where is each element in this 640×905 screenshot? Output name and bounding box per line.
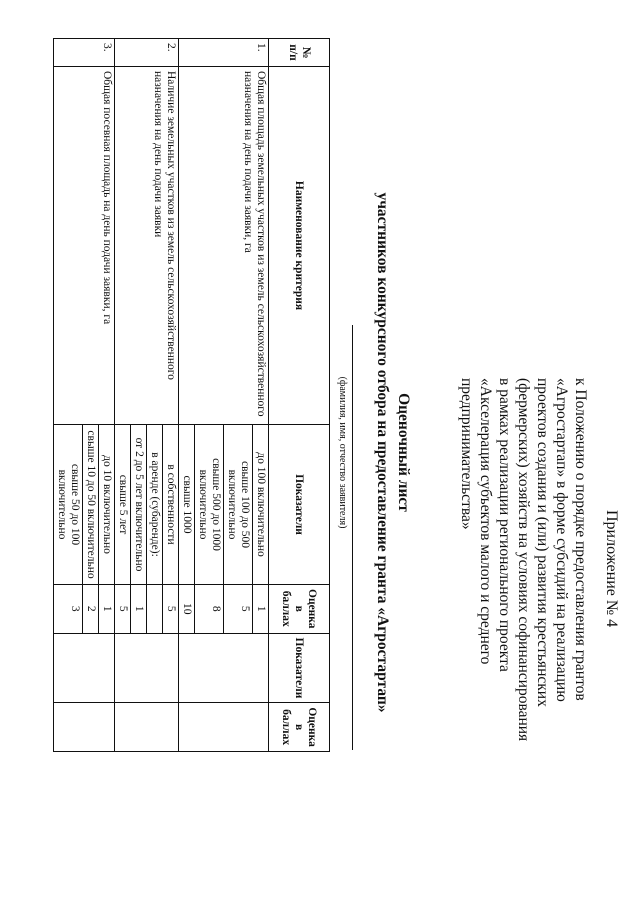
table-row (253, 39, 269, 752)
header-criterion-name: Наименование критерия (269, 67, 330, 425)
header-indicators-2: Показатели (269, 633, 330, 703)
score-blank (115, 703, 179, 752)
appendix-line: проектов создания и (или) развития крестьянских (534, 378, 551, 707)
score-blank (54, 703, 115, 752)
appendix-line: к Положению о порядке предоставления грантов (572, 378, 589, 701)
header-indicators: Показатели (269, 425, 330, 585)
score-value (147, 585, 163, 634)
indicator: до 10 включительно (99, 425, 115, 585)
score-value: 5 (224, 585, 253, 634)
applicant-name-line (352, 325, 353, 750)
indicator: свыше 1000 (179, 425, 195, 585)
score-value: 5 (115, 585, 131, 634)
appendix-line: «Агростартап» в форме субсидий на реализацию (553, 378, 570, 702)
appendix-text (457, 378, 590, 826)
indicator: свыше 50 до 100 включительно (54, 425, 83, 585)
applicant-name-caption: (фамилия, имя, отчество заявителя) (337, 376, 348, 529)
appendix-line: (фермерских) хозяйств на условиях софинансирования (515, 378, 532, 742)
header-score: Оценка в баллах (269, 585, 330, 634)
header-num: № п/п (269, 39, 330, 67)
indicator-blank (179, 633, 269, 703)
table-row (99, 39, 115, 752)
score-value: 8 (195, 585, 224, 634)
score-value: 10 (179, 585, 195, 634)
score-value: 3 (54, 585, 83, 634)
indicator: в собственности (163, 425, 179, 585)
indicator: свыше 500 до 1000 включительно (195, 425, 224, 585)
indicator-blank (54, 633, 115, 703)
criterion-number: 1. (179, 39, 269, 67)
indicator: до 100 включительно (253, 425, 269, 585)
criterion-name: Общая площадь земельных участков из земель сельскохозяйственного назначения на день подачи заявки, га (179, 67, 269, 425)
score-value: 1 (253, 585, 269, 634)
appendix-title: Приложение № 4 (603, 510, 620, 628)
indicator: свыше 10 до 50 включительно (83, 425, 99, 585)
indicator: от 2 до 5 лет включительно (131, 425, 147, 585)
indicator: в аренде (субаренде): (147, 425, 163, 585)
score-value: 1 (131, 585, 147, 634)
sheet-title: Оценочный лист (395, 393, 412, 512)
table-row (163, 39, 179, 752)
indicator: свыше 5 лет (115, 425, 131, 585)
appendix-line: «Акселерация субъектов малого и среднего (477, 378, 494, 665)
appendix-line: предпринимательства» (458, 378, 475, 530)
header-score-2: Оценка в баллах (269, 703, 330, 752)
table-header-row (269, 39, 330, 752)
score-blank (179, 703, 269, 752)
criterion-number: 2. (115, 39, 179, 67)
score-value: 5 (163, 585, 179, 634)
score-value: 1 (99, 585, 115, 634)
indicator: свыше 100 до 500 включительно (224, 425, 253, 585)
criterion-number: 3. (54, 39, 115, 67)
criteria-table (53, 38, 330, 752)
appendix-line: в рамках реализации регионального проекта (496, 378, 513, 672)
criterion-name: Общая посевная площадь на день подачи заявки, га (54, 67, 115, 425)
sheet-subtitle: участников конкурсного отбора на предоставление гранта «Агростартап» (374, 192, 391, 713)
criterion-name: Наличие земельных участков из земель сельскохозяйственного назначения на день подачи заявки (115, 67, 179, 425)
score-value: 2 (83, 585, 99, 634)
indicator-blank (115, 633, 179, 703)
